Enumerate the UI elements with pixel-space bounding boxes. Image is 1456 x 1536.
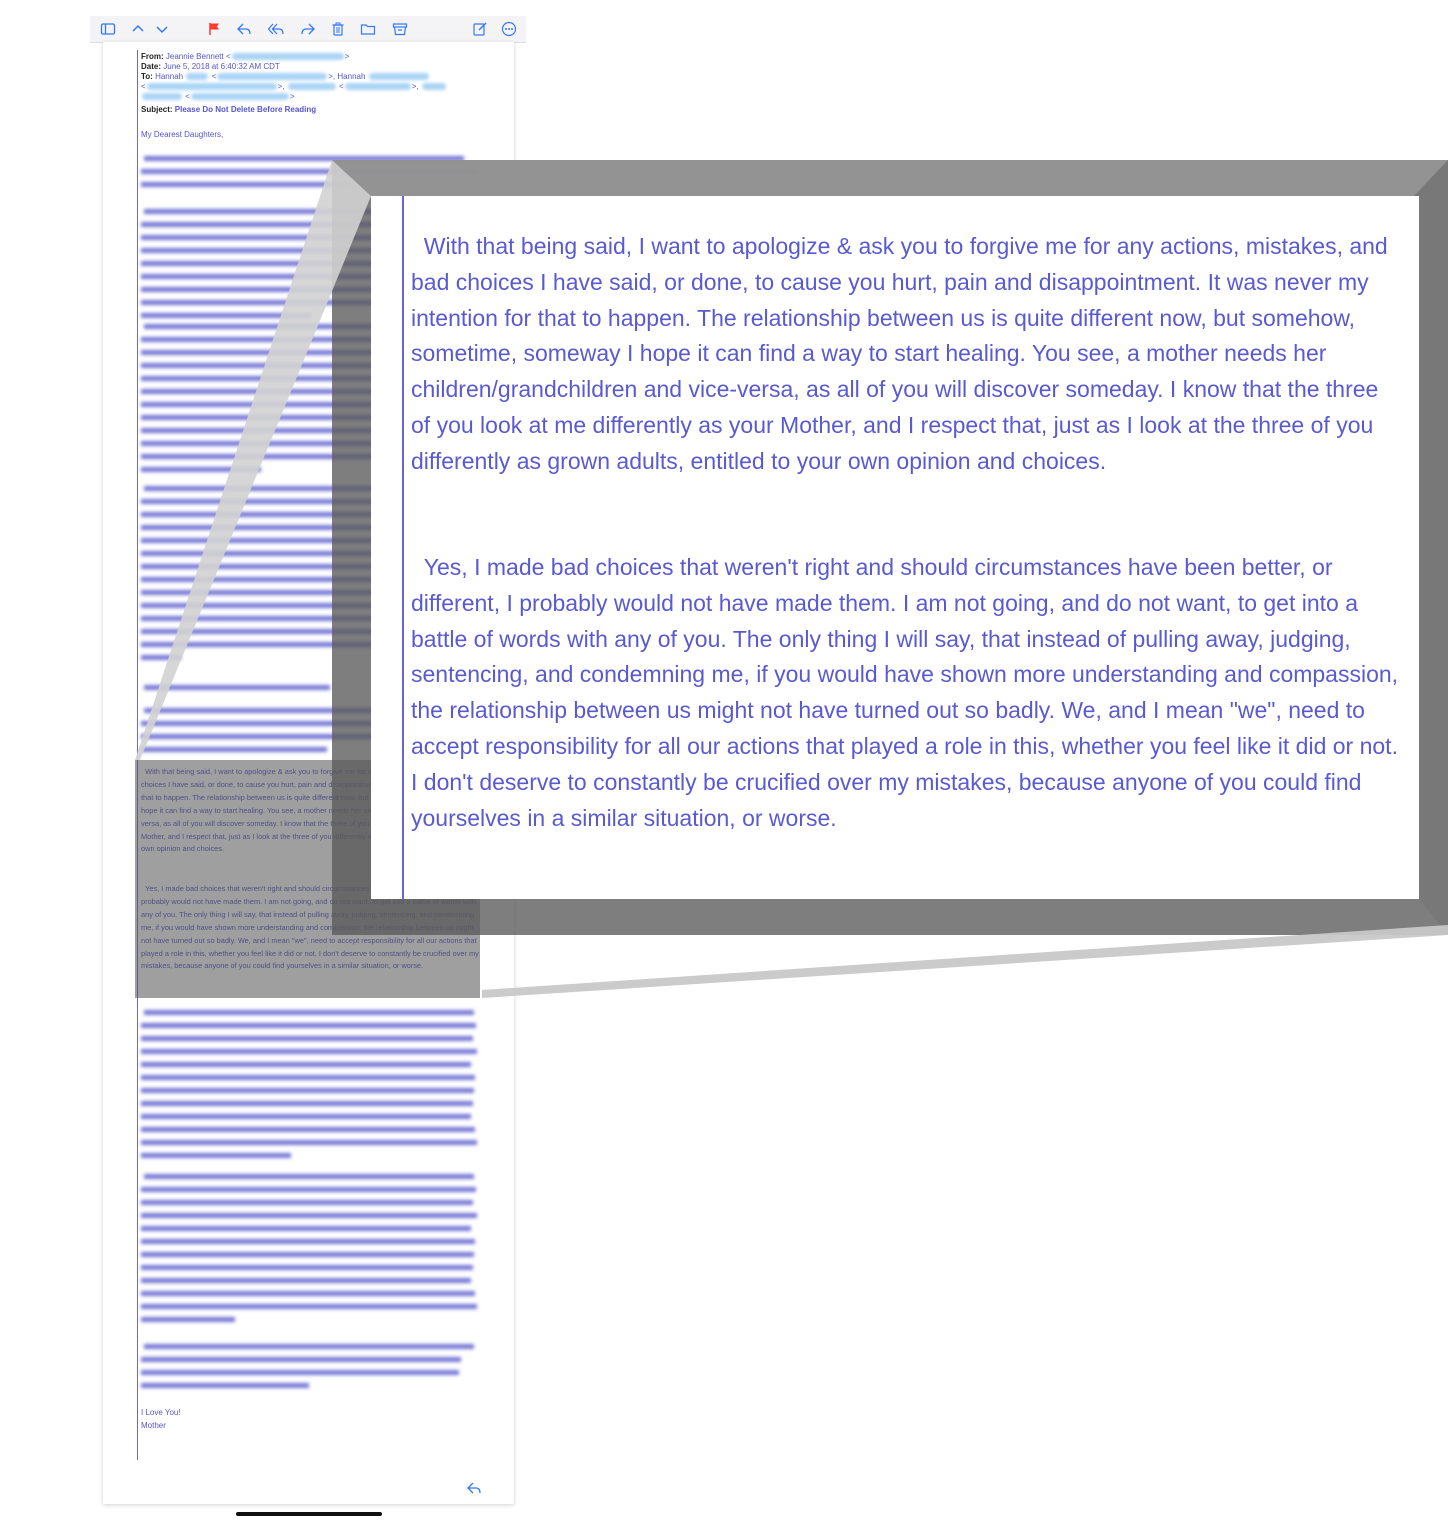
signature: Mother xyxy=(141,1421,166,1430)
subject-label: Subject: xyxy=(141,105,173,114)
to-line: To: Hannah < >, Hannah xyxy=(141,72,430,82)
zoom-callout xyxy=(371,196,1419,899)
to-line-3: < > xyxy=(141,92,295,102)
from-name[interactable]: Jeannie Bennett xyxy=(165,52,224,61)
to-line-2: < >, < >, xyxy=(141,82,447,92)
from-line: From: Jeannie Bennett < > xyxy=(141,52,350,61)
zoomed-apology-paragraph: With that being said, I want to apologize & ask you to forgive me for any actions, mistakes, and bad choices I have said, or done, to cause you hurt, pain and disappointment. It was never my intention for that to happen. The relationship between us is quite different now, but somehow, sometime, someway I hope it can find a way to start healing. You see, a mother needs her children/grandchildren and vice-versa, as all of you will discover someday. I know that the three of you look at me differently as your Mother, and I respect that, just as I look at the three of you differently as grown adults, entitled to your own opinion and choices. xyxy=(411,233,1388,474)
zoomed-choices-paragraph: Yes, I made bad choices that weren't right and should circumstances have been better, or different, I probably would not have made them. I am not going, and do not want, to get into a battle of words with any of you. The only thing I will say, that instead of pulling away, judging, sentencing, and condemning me, if you would have shown more understanding and compassion, the relationship between us might not have turned out so badly. We, and I mean "we", need to accept responsibility for all our actions that played a role in this, whether you feel like it did or not. I don't deserve to constantly be crucified over my mistakes, because anyone of you could find yourselves in a similar situation, or worse. xyxy=(411,554,1399,831)
subject-value: Please Do Not Delete Before Reading xyxy=(174,105,317,114)
quote-rule xyxy=(402,196,404,899)
from-label: From: xyxy=(141,52,164,61)
to-label: To: xyxy=(141,72,153,81)
to-recipient-1[interactable]: Hannah xyxy=(155,72,184,81)
date-value: June 5, 2018 at 6:40:32 AM CDT xyxy=(163,62,280,71)
to-recipient-2[interactable]: Hannah xyxy=(337,72,366,81)
closing: I Love You! xyxy=(141,1408,181,1417)
date-label: Date: xyxy=(141,62,162,71)
greeting: My Dearest Daughters, xyxy=(141,130,224,139)
